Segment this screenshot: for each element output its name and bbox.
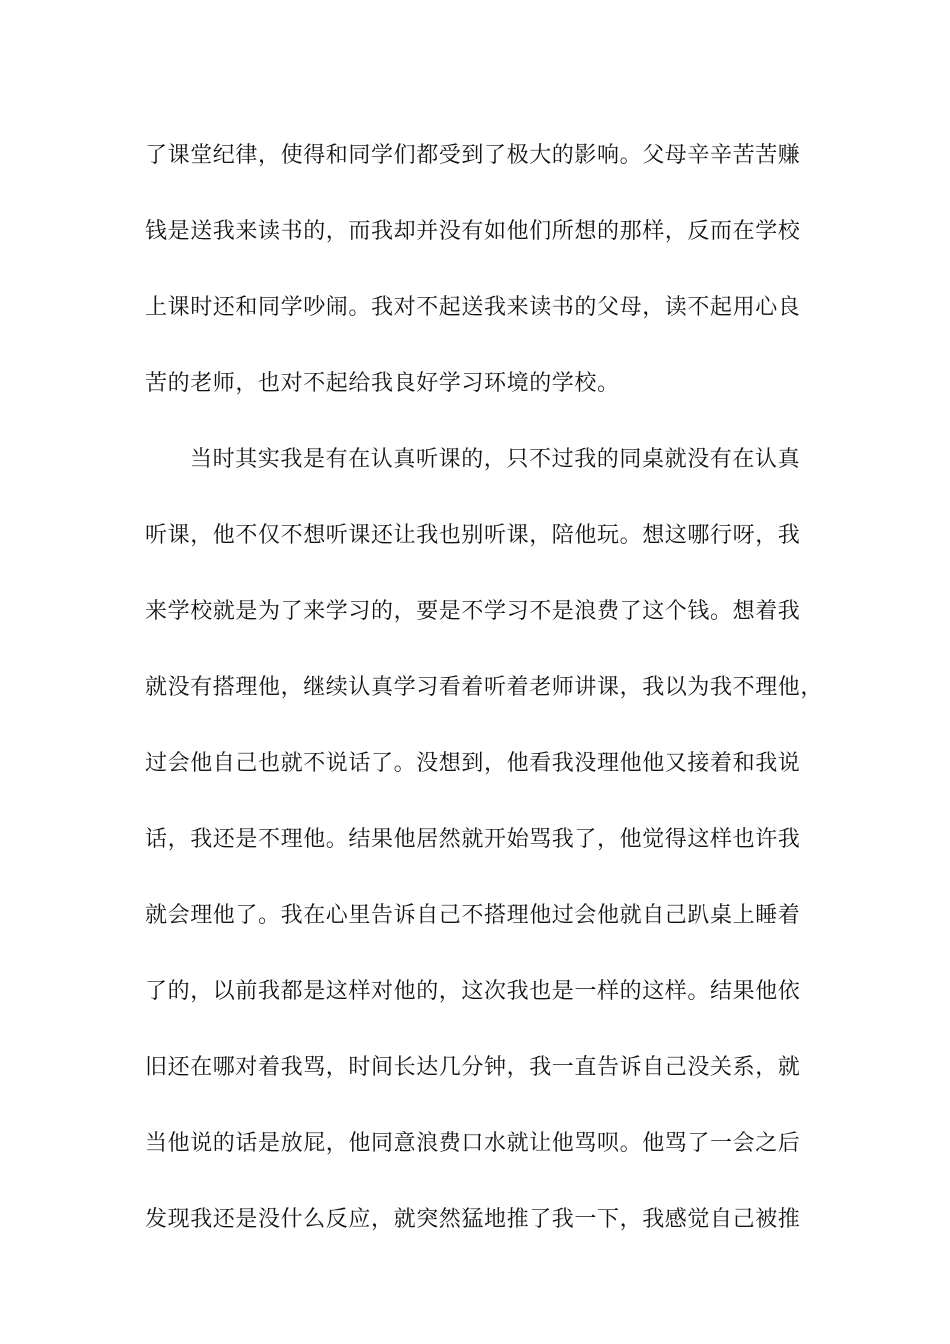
text-line: 苦的老师，也对不起给我良好学习环境的学校。: [145, 371, 620, 396]
text-line: 了的，以前我都是这样对他的，这次我也是一样的这样。结果他依: [145, 979, 801, 1004]
body-text: [145, 136, 825, 1276]
text-line: 话，我还是不理他。结果他居然就开始骂我了，他觉得这样也许我: [145, 827, 801, 852]
text-line: 过会他自己也就不说话了。没想到，他看我没理他他又接着和我说: [145, 751, 801, 776]
text-line: 听课，他不仅不想听课还让我也别听课，陪他玩。想这哪行呀，我: [145, 523, 801, 548]
paragraph-start-line: 当时其实我是有在认真听课的，只不过我的同桌就没有在认真: [190, 447, 801, 472]
text-line: 当他说的话是放屁，他同意浪费口水就让他骂呗。他骂了一会之后: [145, 1131, 801, 1156]
text-line: 就没有搭理他，继续认真学习看着听着老师讲课，我以为我不理他，: [145, 675, 824, 700]
text-line: 旧还在哪对着我骂，时间长达几分钟，我一直告诉自己没关系，就: [145, 1055, 801, 1080]
text-line: 来学校就是为了来学习的，要是不学习不是浪费了这个钱。想着我: [145, 599, 801, 624]
text-line: 就会理他了。我在心里告诉自己不搭理他过会他就自己趴桌上睡着: [145, 903, 801, 928]
text-line: 上课时还和同学吵闹。我对不起送我来读书的父母，读不起用心良: [145, 295, 801, 320]
text-line: 钱是送我来读书的，而我却并没有如他们所想的那样，反而在学校: [145, 219, 801, 244]
text-line: 发现我还是没什么反应，就突然猛地推了我一下，我感觉自己被推: [145, 1207, 801, 1232]
text-line: 了课堂纪律，使得和同学们都受到了极大的影响。父母辛辛苦苦赚: [145, 143, 801, 168]
